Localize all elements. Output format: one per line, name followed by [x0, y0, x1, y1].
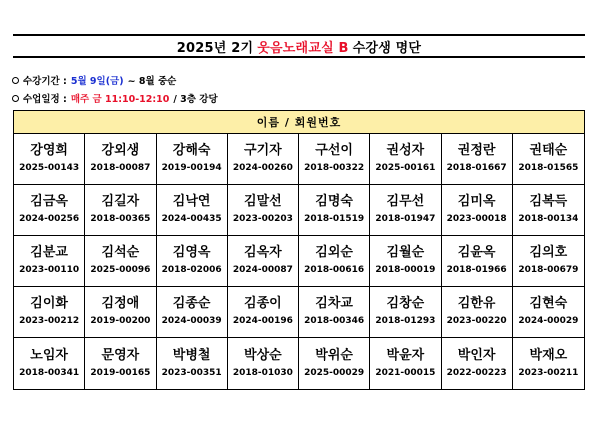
- member-id: 2021-00015: [375, 367, 436, 378]
- member-id: 2023-00212: [19, 316, 80, 326]
- member-name: 김한유: [457, 296, 496, 311]
- period-line: [12, 73, 176, 87]
- member-name: 김옥자: [244, 245, 282, 260]
- member-name: 김의호: [529, 245, 568, 260]
- schedule-time: 매주 금 11:10-12:10: [70, 94, 170, 105]
- member-id: 2018-02006: [161, 265, 222, 275]
- member-cell: [370, 287, 441, 338]
- member-name: 박병철: [172, 347, 211, 363]
- member-cell: [85, 134, 156, 185]
- member-name: 김복득: [529, 194, 568, 209]
- member-name: 김낙연: [172, 194, 211, 209]
- member-name: 김미옥: [457, 194, 496, 209]
- member-id: 2025-00161: [375, 163, 436, 173]
- member-grid: [14, 134, 584, 389]
- member-name: 권태순: [529, 143, 568, 158]
- member-name: 권성자: [386, 143, 425, 158]
- member-cell: [513, 236, 584, 287]
- member-id: 2023-00211: [518, 367, 579, 378]
- member-cell: [442, 185, 513, 236]
- member-cell: [370, 236, 441, 287]
- member-cell: [228, 236, 299, 287]
- member-name: 김정애: [101, 296, 140, 311]
- period-start: 5월 9일(금): [70, 76, 124, 87]
- member-id: 2024-00196: [232, 316, 293, 326]
- schedule-label: 수업일정 :: [23, 94, 67, 105]
- member-id: 2019-00165: [90, 367, 151, 378]
- member-cell: [14, 338, 85, 389]
- member-id: 2018-01030: [232, 367, 293, 378]
- member-cell: [370, 185, 441, 236]
- member-cell: [513, 287, 584, 338]
- member-name: 박재오: [529, 347, 568, 363]
- member-cell: [299, 287, 370, 338]
- member-id: 2018-00679: [518, 265, 579, 275]
- member-name: 김분교: [30, 245, 68, 260]
- member-name: 김금옥: [30, 194, 68, 209]
- member-cell: [157, 287, 228, 338]
- member-name: 김윤옥: [457, 245, 496, 260]
- member-id: 2024-00039: [161, 316, 222, 326]
- member-name: 김영옥: [172, 245, 211, 260]
- member-id: 2018-00087: [90, 163, 151, 173]
- member-id: 2018-00134: [518, 214, 579, 224]
- member-cell: [442, 236, 513, 287]
- member-name: 박인자: [457, 347, 496, 363]
- member-name: 구선이: [315, 143, 353, 158]
- member-cell: [85, 185, 156, 236]
- title-suffix: 수강생 명단: [352, 40, 422, 56]
- member-id: 2018-01966: [446, 265, 507, 275]
- member-name: 강외생: [101, 143, 140, 158]
- member-id: 2024-00256: [19, 214, 80, 224]
- member-id: 2025-00096: [90, 265, 151, 275]
- member-roster-table: [13, 110, 585, 390]
- member-id: 2018-00616: [304, 265, 365, 275]
- member-name: 권정란: [457, 143, 496, 158]
- member-id: 2025-00143: [19, 163, 80, 173]
- member-cell: [370, 338, 441, 389]
- member-name: 김말선: [244, 194, 282, 209]
- member-name: 김창순: [386, 296, 425, 311]
- title-class-name: 웃음노래교실 B: [257, 40, 349, 56]
- member-name: 김외순: [315, 245, 353, 260]
- member-cell: [228, 338, 299, 389]
- member-name: 박상순: [244, 347, 282, 363]
- member-id: 2022-00223: [446, 367, 507, 378]
- member-id: 2018-00346: [304, 316, 365, 326]
- member-cell: [299, 338, 370, 389]
- member-name: 김차교: [315, 296, 353, 311]
- member-id: 2025-00029: [304, 367, 365, 378]
- member-cell: [442, 338, 513, 389]
- member-cell: [157, 134, 228, 185]
- member-id: 2018-01667: [446, 163, 507, 173]
- member-cell: [85, 338, 156, 389]
- member-name: 김현숙: [529, 296, 568, 311]
- member-cell: [442, 287, 513, 338]
- period-end: ~ 8월 중순: [127, 76, 177, 87]
- member-id: 2024-00435: [161, 214, 222, 224]
- member-id: 2023-00018: [446, 214, 507, 224]
- member-id: 2018-00019: [375, 265, 436, 275]
- member-cell: [157, 236, 228, 287]
- member-id: 2018-00341: [19, 367, 80, 378]
- member-name: 노임자: [30, 347, 68, 363]
- member-id: 2018-00322: [304, 163, 365, 173]
- title-prefix: 2025년 2기: [176, 40, 254, 56]
- member-cell: [14, 236, 85, 287]
- member-id: 2023-00110: [19, 265, 80, 275]
- member-id: 2018-01947: [375, 214, 436, 224]
- member-id: 2023-00351: [161, 367, 222, 378]
- member-cell: [157, 338, 228, 389]
- member-id: 2023-00220: [446, 316, 507, 326]
- member-cell: [513, 134, 584, 185]
- page-title: [13, 34, 585, 58]
- member-id: 2024-00260: [232, 163, 293, 173]
- member-cell: [14, 287, 85, 338]
- member-cell: [513, 185, 584, 236]
- member-id: 2024-00087: [232, 265, 293, 275]
- member-id: 2019-00200: [90, 316, 151, 326]
- member-cell: [299, 236, 370, 287]
- member-name: 구기자: [244, 143, 282, 158]
- bullet-circle-icon: [12, 77, 19, 84]
- member-cell: [228, 185, 299, 236]
- member-name: 강영희: [30, 143, 68, 158]
- member-name: 김길자: [101, 194, 140, 209]
- member-name: 김명숙: [315, 194, 353, 209]
- member-cell: [14, 134, 85, 185]
- bullet-circle-icon: [12, 95, 19, 102]
- member-cell: [228, 134, 299, 185]
- member-name: 김종이: [244, 296, 282, 311]
- member-name: 김석순: [101, 245, 140, 260]
- period-label: 수강기간 :: [23, 76, 67, 87]
- member-name: 박윤자: [386, 347, 425, 363]
- member-name: 강해숙: [172, 143, 211, 158]
- member-cell: [299, 185, 370, 236]
- member-name: 박위순: [315, 347, 353, 363]
- member-id: 2018-00365: [90, 214, 151, 224]
- member-cell: [299, 134, 370, 185]
- member-id: 2024-00029: [518, 316, 579, 326]
- table-header: 이름 / 회원번호: [14, 111, 584, 134]
- member-cell: [513, 338, 584, 389]
- member-name: 김무선: [386, 194, 425, 209]
- member-id: 2019-00194: [161, 163, 222, 173]
- member-cell: [85, 236, 156, 287]
- member-name: 문영자: [101, 347, 140, 363]
- schedule-line: [12, 91, 218, 105]
- member-cell: [85, 287, 156, 338]
- member-id: 2018-01565: [518, 163, 579, 173]
- schedule-place: / 3층 강당: [173, 94, 218, 105]
- member-cell: [157, 185, 228, 236]
- member-id: 2023-00203: [232, 214, 293, 224]
- member-cell: [228, 287, 299, 338]
- member-id: 2018-01293: [375, 316, 436, 326]
- member-cell: [370, 134, 441, 185]
- member-name: 김이화: [30, 296, 68, 311]
- member-name: 김월순: [386, 245, 425, 260]
- member-name: 김종순: [172, 296, 211, 311]
- member-cell: [14, 185, 85, 236]
- member-cell: [442, 134, 513, 185]
- member-id: 2018-01519: [304, 214, 365, 224]
